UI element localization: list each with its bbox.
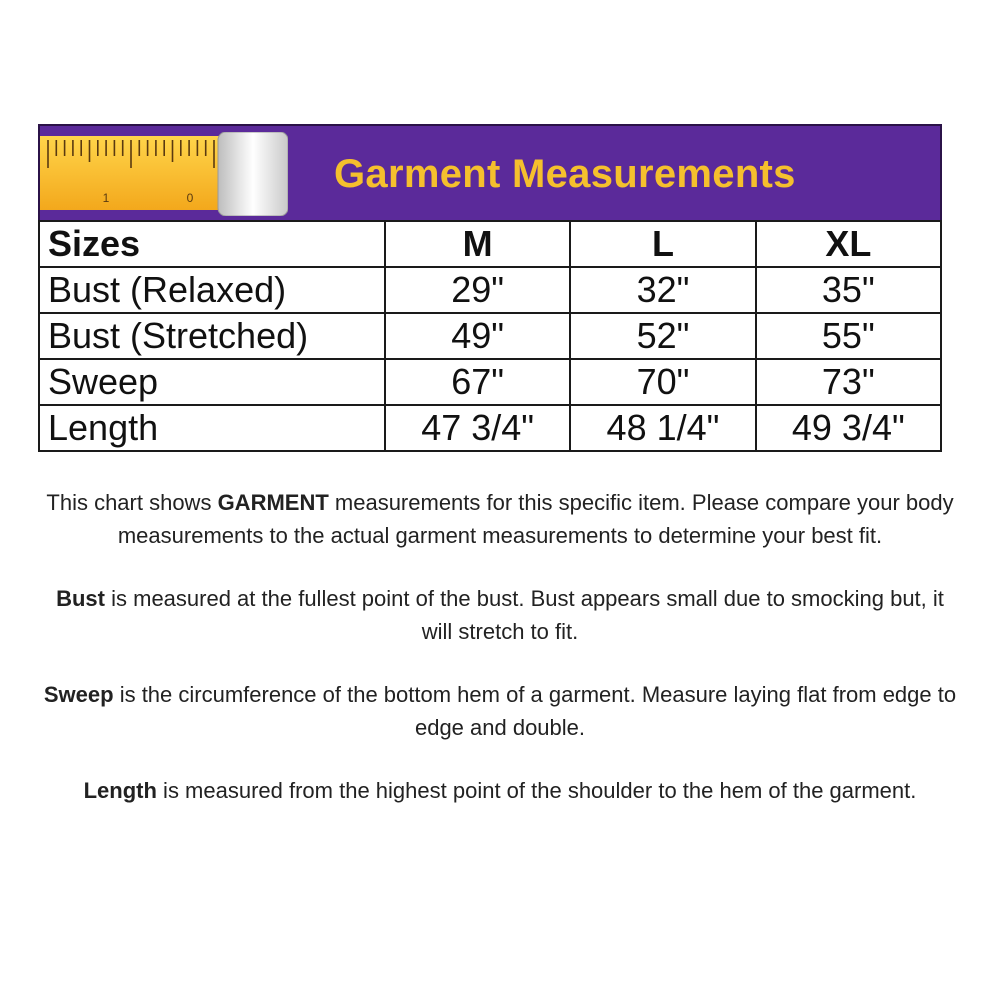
cell-value: 49 3/4" bbox=[756, 405, 941, 451]
note-paragraph bbox=[40, 486, 960, 552]
note-keyword: Sweep bbox=[43, 682, 114, 707]
header-sizes: Sizes bbox=[39, 221, 385, 267]
size-table bbox=[38, 220, 942, 452]
cell-value: 70" bbox=[570, 359, 755, 405]
row-label: Bust (Relaxed) bbox=[39, 267, 385, 313]
size-chart bbox=[38, 124, 942, 452]
cell-value: 73" bbox=[756, 359, 941, 405]
note-paragraph bbox=[40, 774, 960, 807]
header-m: M bbox=[385, 221, 570, 267]
cell-value: 49" bbox=[385, 313, 570, 359]
cell-value: 48 1/4" bbox=[570, 405, 755, 451]
chart-title: Garment Measurements bbox=[334, 152, 796, 196]
note-paragraph bbox=[40, 678, 960, 744]
note-text: measurements for this specific item. Please compare your body measurements to the actual garment measurements to determine your best fit. bbox=[117, 490, 954, 548]
cell-value: 55" bbox=[756, 313, 941, 359]
ruler-label-1: 1 bbox=[102, 191, 110, 205]
table-row bbox=[39, 405, 941, 451]
row-label: Bust (Stretched) bbox=[39, 313, 385, 359]
table-row bbox=[39, 267, 941, 313]
row-label: Length bbox=[39, 405, 385, 451]
cell-value: 52" bbox=[570, 313, 755, 359]
note-text: is the circumference of the bottom hem of a garment. Measure laying flat from edge to edge and double. bbox=[113, 682, 957, 740]
note-text: is measured from the highest point of the shoulder to the hem of the garment. bbox=[156, 778, 917, 803]
cell-value: 35" bbox=[756, 267, 941, 313]
cell-value: 67" bbox=[385, 359, 570, 405]
note-keyword: GARMENT bbox=[217, 490, 329, 515]
measuring-tape-icon bbox=[40, 132, 288, 216]
header-l: L bbox=[570, 221, 755, 267]
header-xl: XL bbox=[756, 221, 941, 267]
row-label: Sweep bbox=[39, 359, 385, 405]
note-text: is measured at the fullest point of the bust. Bust appears small due to smocking but, it will stretch to fit. bbox=[105, 586, 944, 644]
note-keyword: Length bbox=[83, 778, 157, 803]
note-text: This chart shows bbox=[46, 490, 218, 515]
cell-value: 29" bbox=[385, 267, 570, 313]
chart-banner bbox=[38, 124, 942, 220]
note-paragraph bbox=[40, 582, 960, 648]
table-row bbox=[39, 313, 941, 359]
measurement-notes bbox=[40, 486, 960, 837]
ruler-label-0: 0 bbox=[186, 191, 194, 205]
table-row bbox=[39, 359, 941, 405]
cell-value: 47 3/4" bbox=[385, 405, 570, 451]
cell-value: 32" bbox=[570, 267, 755, 313]
table-header-row bbox=[39, 221, 941, 267]
note-keyword: Bust bbox=[56, 586, 105, 611]
